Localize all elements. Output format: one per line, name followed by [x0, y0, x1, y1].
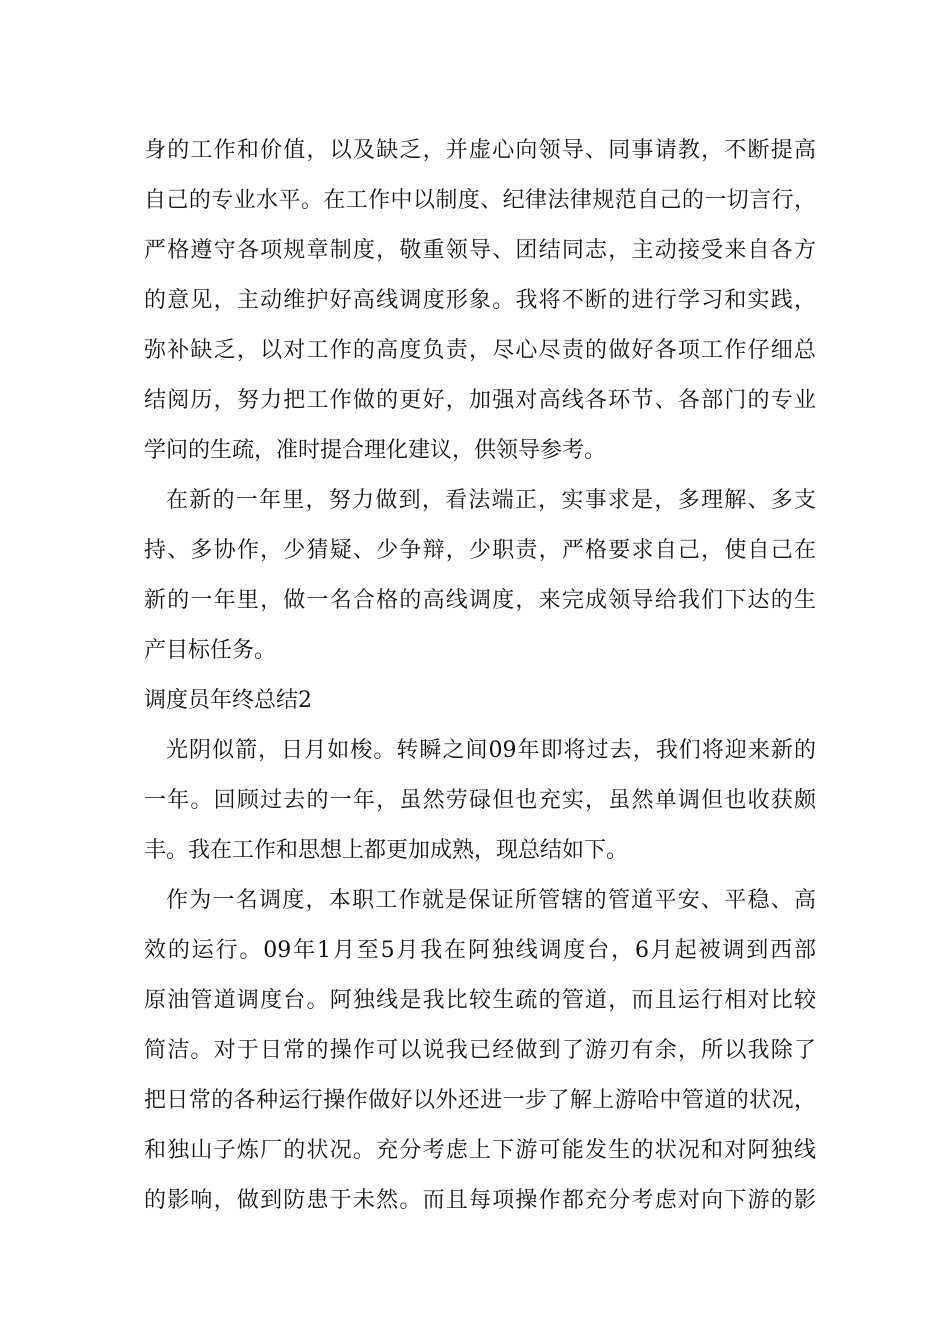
paragraph-line: 丰。我在工作和思想上都更加成熟，现总结如下。 — [144, 838, 629, 863]
paragraph-line: 结阅历，努力把工作做的更好，加强对高线各环节、各部门的专业 — [144, 388, 816, 413]
paragraph-line: 把日常的各种运行操作做好以外还进一步了解上游哈中管道的状况， — [144, 1088, 816, 1113]
paragraph-line: 效的运行。09年1月至5月我在阿独线调度台，6月起被调到西部 — [144, 938, 816, 963]
paragraph-line: 作为一名调度，本职工作就是保证所管辖的管道平安、平稳、高 — [166, 888, 816, 913]
document-body — [144, 126, 816, 1226]
paragraph-line: 产目标任务。 — [144, 638, 277, 663]
paragraph-line: 自己的专业水平。在工作中以制度、纪律法律规范自己的一切言行， — [144, 188, 816, 213]
paragraph-line: 简洁。对于日常的操作可以说我已经做到了游刃有余，所以我除了 — [144, 1038, 816, 1063]
paragraph-line: 新的一年里，做一名合格的高线调度，来完成领导给我们下达的生 — [144, 588, 816, 613]
paragraph-line: 的意见，主动维护好高线调度形象。我将不断的进行学习和实践， — [144, 288, 816, 313]
paragraph-line: 原油管道调度台。阿独线是我比较生疏的管道，而且运行相对比较 — [144, 988, 816, 1013]
paragraph-line: 一年。回顾过去的一年，虽然劳碌但也充实，虽然单调但也收获颇 — [144, 788, 816, 813]
paragraph-line: 光阴似箭，日月如梭。转瞬之间09年即将过去，我们将迎来新的 — [166, 738, 816, 763]
paragraph-line: 持、多协作，少猜疑、少争辩，少职责，严格要求自己，使自己在 — [144, 538, 816, 563]
paragraph-line: 弥补缺乏，以对工作的高度负责，尽心尽责的做好各项工作仔细总 — [144, 338, 816, 363]
section-heading: 调度员年终总结2 — [144, 688, 312, 713]
paragraph-line: 学问的生疏，准时提合理化建议，供领导参考。 — [144, 438, 607, 463]
paragraph-line: 严格遵守各项规章制度，敬重领导、团结同志，主动接受来自各方 — [144, 238, 816, 263]
paragraph-line: 的影响，做到防患于未然。而且每项操作都充分考虑对向下游的影 — [144, 1188, 816, 1213]
paragraph-line: 和独山子炼厂的状况。充分考虑上下游可能发生的状况和对阿独线 — [144, 1138, 816, 1163]
paragraph-line: 在新的一年里，努力做到，看法端正，实事求是，多理解、多支 — [166, 488, 816, 513]
paragraph-line: 身的工作和价值，以及缺乏，并虚心向领导、同事请教，不断提高 — [144, 138, 816, 163]
